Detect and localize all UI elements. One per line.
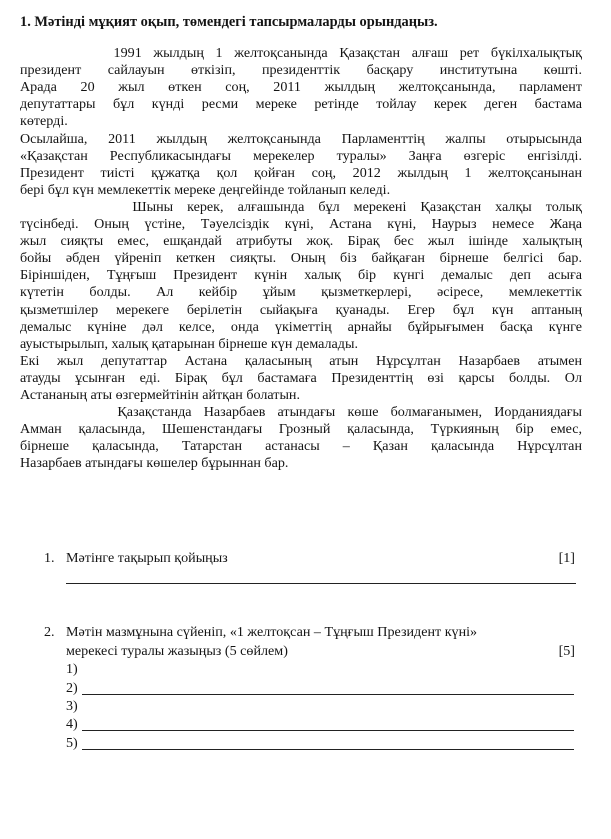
text-line: Амман қаласында, Шешенстандағы Грозный қаласында, Түркияның бір емес,: [20, 421, 582, 438]
question-1-mark: [1]: [558, 550, 575, 566]
answer-label-4: 4): [66, 716, 78, 732]
answer-line-2[interactable]: [82, 694, 574, 695]
question-2-mark: [5]: [558, 643, 575, 659]
text-line: Қазақстанда Назарбаев атындағы көше болмағанымен, Иорданиядағы: [20, 404, 582, 421]
answer-line-4[interactable]: [82, 730, 574, 731]
answer-label-5: 5): [66, 735, 78, 751]
question-1-answer-line[interactable]: [66, 583, 576, 584]
answer-line-5[interactable]: [82, 749, 574, 750]
text-line: ауыстырылып, халық қатарынан бірнеше күн демалады.: [20, 335, 358, 352]
text-line: бірнеше қаласында, Татарстан астанасы – Қазан қаласында Нұрсұлтан: [20, 438, 582, 455]
task-heading: 1. Мәтінді мұқият оқып, төмендегі тапсырмаларды орындаңыз.: [20, 14, 438, 30]
question-2-text-line1: Мәтін мазмұнына сүйеніп, «1 желтоқсан – Тұңғыш Президент күні»: [66, 624, 478, 640]
text-line: президент сайлауын өткізіп, президенттік басқару институтына көшті.: [20, 62, 582, 79]
text-line: күтетін болды. Ал кейбір ұйым қызметкерлері, әсіресе, мемлекеттік: [20, 284, 582, 301]
text-line: атауды ұсынған еді. Бірақ бұл бастамаға Президенттің өзі қарсы болды. Ол: [20, 369, 582, 386]
text-line: демалыс күніне дәл келсе, онда үкіметтің арнайы бұйрығымен басқа күнге: [20, 318, 582, 335]
text-line: Назарбаев атындағы көшелер бұрыннан бар.: [20, 455, 289, 472]
text-line: жыл сияқты емес, ешқандай атрибуты жоқ. Бірақ бес жыл ішінде халықтың: [20, 233, 582, 250]
text-line: бері бұл күн мемлекеттік мереке деңгейінде тойланып келеді.: [20, 181, 391, 198]
question-2-text-line2: мерекесі туралы жазыңыз (5 сөйлем): [66, 643, 288, 659]
question-2-number: 2.: [44, 624, 55, 640]
text-line: Біріншіден, Тұңғыш Президент күнін халық бір күнгі демалыс деп асыға: [20, 267, 582, 284]
text-line: Президент тиісті құжатқа қол қойған соң, 2012 жылдың 1 желтоқсанынан: [20, 164, 582, 181]
text-line: Арада 20 жыл өткен соң, 2011 жылдың желтоқсанында, парламент: [20, 79, 582, 96]
text-line: Шыны керек, алғашында бұл мерекені Қазақстан халқы толық: [20, 198, 582, 215]
text-line: Осылайша, 2011 жылдың желтоқсанында Парламенттің жалпы отырысында: [20, 130, 582, 147]
text-line: Астананың аты өзгермейтінін айтқан болатын.: [20, 387, 300, 403]
answer-label-2: 2): [66, 680, 78, 696]
answer-label-3: 3): [66, 698, 78, 714]
text-line: түсінбеді. Оның үстіне, Тәуелсіздік күні, Астана күні, Наурыз немесе Жаңа: [20, 216, 582, 232]
text-line: көтерді.: [20, 113, 68, 130]
question-1-number: 1.: [44, 550, 55, 566]
text-line: депутаттары бұл күнді ресми мереке ретінде тойлау керек деген бастама: [20, 96, 582, 113]
text-line: «Қазақстан Республикасындағы мерекелер туралы» Заңға өзгеріс енгізілді.: [20, 147, 582, 164]
text-line: қызметшілер мерекеге берілетін сыйақыға қуанады. Егер бұл күн аптаның: [20, 301, 582, 318]
text-line: 1991 жылдың 1 желтоқсанында Қазақстан алғаш рет бүкілхалықтық: [20, 45, 582, 61]
text-line: бойы әбден үйреніп кеткен сияқты. Оның біз байқаған бірнеше белгісі бар.: [20, 250, 582, 267]
answer-label-1: 1): [66, 661, 78, 677]
question-1-text: Мәтінге тақырып қойыңыз: [66, 550, 228, 566]
text-line: Екі жыл депутаттар Астана қаласының атын Нұрсұлтан Назарбаев атымен: [20, 352, 582, 369]
